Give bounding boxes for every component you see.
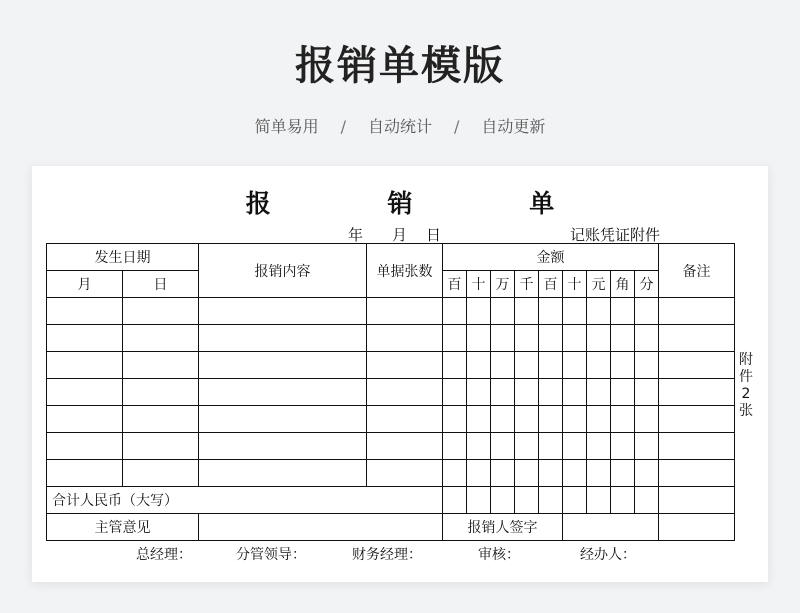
claimant-signature-label: 报销人签字 [443,514,563,541]
amount-cell[interactable] [563,325,587,352]
reviewer-label: 审核： [478,547,520,563]
content-cell[interactable] [199,325,367,352]
general-manager-label: 总经理： [136,547,192,563]
amount-cell[interactable] [467,487,491,514]
form-card [32,166,768,582]
amount-cell[interactable] [587,406,611,433]
digit-header: 千 [515,271,539,298]
amount-cell[interactable] [563,352,587,379]
month-cell[interactable] [47,433,123,460]
amount-cell[interactable] [611,433,635,460]
amount-cell[interactable] [443,298,467,325]
amount-cell[interactable] [491,487,515,514]
approval-row [47,514,735,541]
doc-count-header: 单据张数 [367,244,443,298]
amount-cell[interactable] [515,406,539,433]
content-cell[interactable] [199,298,367,325]
attachment-note [738,352,754,420]
amount-cell[interactable] [491,298,515,325]
month-cell[interactable] [47,352,123,379]
day-cell[interactable] [123,298,199,325]
remarks-header: 备注 [659,244,735,298]
month-cell[interactable] [47,460,123,487]
date-group-header: 发生日期 [47,244,199,271]
amount-cell[interactable] [539,406,563,433]
amount-cell[interactable] [563,406,587,433]
content-cell[interactable] [199,460,367,487]
page-title: 报销单模版 [295,43,505,89]
amount-cell[interactable] [515,298,539,325]
attachment-note-char: 附 [739,352,753,368]
digit-header: 元 [587,271,611,298]
content-header: 报销内容 [199,244,367,298]
supervisor-label: 主管意见 [47,514,199,541]
amount-cell[interactable] [635,406,659,433]
date-line [348,224,441,245]
tag-separator: / [454,117,460,136]
amount-cell[interactable] [491,352,515,379]
month-cell[interactable] [47,379,123,406]
tag-separator: / [340,117,346,136]
table-row [47,379,735,406]
amount-cell[interactable] [635,379,659,406]
amount-cell[interactable] [491,406,515,433]
expense-table [46,243,735,541]
doc-count-cell[interactable] [367,460,443,487]
amount-cell[interactable] [611,325,635,352]
amount-cell[interactable] [443,352,467,379]
amount-cell[interactable] [491,433,515,460]
remarks-cell[interactable] [659,460,735,487]
table-row [47,460,735,487]
total-row [47,487,735,514]
attachment-note-char: 件 [739,369,753,385]
total-label: 合计人民币（大写） [47,487,443,514]
amount-cell[interactable] [443,460,467,487]
amount-cell[interactable] [515,487,539,514]
day-cell[interactable] [123,460,199,487]
amount-cell[interactable] [635,298,659,325]
day-cell[interactable] [123,325,199,352]
amount-cell[interactable] [587,433,611,460]
amount-cell[interactable] [563,433,587,460]
amount-cell[interactable] [467,433,491,460]
amount-cell[interactable] [611,298,635,325]
amount-cell[interactable] [467,352,491,379]
remarks-cell[interactable] [659,352,735,379]
digit-header: 万 [491,271,515,298]
amount-cell[interactable] [515,433,539,460]
doc-count-cell[interactable] [367,352,443,379]
table-row [47,298,735,325]
voucher-attachment-label: 记账凭证附件 [570,226,661,244]
amount-cell[interactable] [539,379,563,406]
amount-cell[interactable] [611,379,635,406]
month-cell[interactable] [47,325,123,352]
amount-cell[interactable] [635,433,659,460]
amount-cell[interactable] [635,352,659,379]
table-row [47,406,735,433]
day-cell[interactable] [123,433,199,460]
amount-cell[interactable] [635,325,659,352]
amount-cell[interactable] [611,460,635,487]
amount-cell[interactable] [467,379,491,406]
amount-cell[interactable] [467,460,491,487]
amount-cell[interactable] [563,460,587,487]
amount-cell[interactable] [443,379,467,406]
digit-header: 分 [635,271,659,298]
month-cell[interactable] [47,298,123,325]
claimant-signature-cell[interactable] [563,514,659,541]
amount-cell[interactable] [587,325,611,352]
amount-cell[interactable] [539,460,563,487]
supervisor-opinion-cell[interactable] [199,514,443,541]
content-cell[interactable] [199,352,367,379]
content-cell[interactable] [199,433,367,460]
digit-header: 角 [611,271,635,298]
table-row [47,433,735,460]
amount-cell[interactable] [587,352,611,379]
amount-cell[interactable] [491,460,515,487]
digit-header: 十 [563,271,587,298]
remarks-cell[interactable] [659,433,735,460]
digit-header: 十 [467,271,491,298]
remarks-cell[interactable] [659,298,735,325]
remarks-cell[interactable] [659,406,735,433]
header-row [47,244,735,271]
content-cell[interactable] [199,406,367,433]
feature-tags [0,114,800,137]
digit-header: 百 [539,271,563,298]
day-cell[interactable] [123,406,199,433]
amount-cell[interactable] [611,406,635,433]
tag-auto-calc: 自动统计 [367,117,432,136]
tag-auto-update: 自动更新 [481,117,546,136]
table-row [47,352,735,379]
amount-cell[interactable] [467,406,491,433]
digit-header: 百 [443,271,467,298]
amount-cell[interactable] [467,325,491,352]
doc-count-cell[interactable] [367,406,443,433]
amount-cell[interactable] [611,487,635,514]
remarks-cell[interactable] [659,487,735,514]
amount-cell[interactable] [563,379,587,406]
amount-cell[interactable] [539,325,563,352]
month-header: 月 [47,271,123,298]
amount-cell[interactable] [467,298,491,325]
day-cell[interactable] [123,379,199,406]
signature-extra-cell[interactable] [659,514,735,541]
handler-label: 经办人： [580,547,636,563]
content-cell[interactable] [199,379,367,406]
year-label: 年 [348,226,364,244]
amount-cell[interactable] [443,433,467,460]
amount-cell[interactable] [443,406,467,433]
amount-cell[interactable] [587,487,611,514]
doc-count-cell[interactable] [367,433,443,460]
amount-cell[interactable] [539,298,563,325]
amount-cell[interactable] [515,460,539,487]
remarks-cell[interactable] [659,325,735,352]
amount-cell[interactable] [539,487,563,514]
amount-cell[interactable] [611,352,635,379]
day-cell[interactable] [123,352,199,379]
month-label: 月 [392,226,408,244]
month-cell[interactable] [47,406,123,433]
remarks-cell[interactable] [659,379,735,406]
day-label: 日 [426,226,442,244]
attachment-note-char: 张 [739,403,753,419]
amount-cell[interactable] [563,298,587,325]
amount-group-header: 金额 [443,244,659,271]
amount-cell[interactable] [443,325,467,352]
doc-count-cell[interactable] [367,379,443,406]
form-title: 报 销 单 [245,189,609,218]
amount-cell[interactable] [443,487,467,514]
amount-cell[interactable] [539,433,563,460]
doc-count-cell[interactable] [367,298,443,325]
amount-cell[interactable] [515,325,539,352]
division-leader-label: 分管领导： [236,547,306,563]
amount-cell[interactable] [635,487,659,514]
signature-line [136,544,636,564]
table-row [47,325,735,352]
amount-cell[interactable] [563,487,587,514]
amount-cell[interactable] [491,379,515,406]
amount-cell[interactable] [515,379,539,406]
tag-easy-to-use: 简单易用 [254,117,319,136]
finance-manager-label: 财务经理： [352,547,422,563]
amount-cell[interactable] [635,460,659,487]
doc-count-cell[interactable] [367,325,443,352]
amount-cell[interactable] [539,352,563,379]
amount-cell[interactable] [587,298,611,325]
amount-cell[interactable] [587,460,611,487]
amount-cell[interactable] [587,379,611,406]
amount-cell[interactable] [515,352,539,379]
amount-cell[interactable] [491,325,515,352]
attachment-note-char: 2 [741,386,751,402]
day-header: 日 [123,271,199,298]
